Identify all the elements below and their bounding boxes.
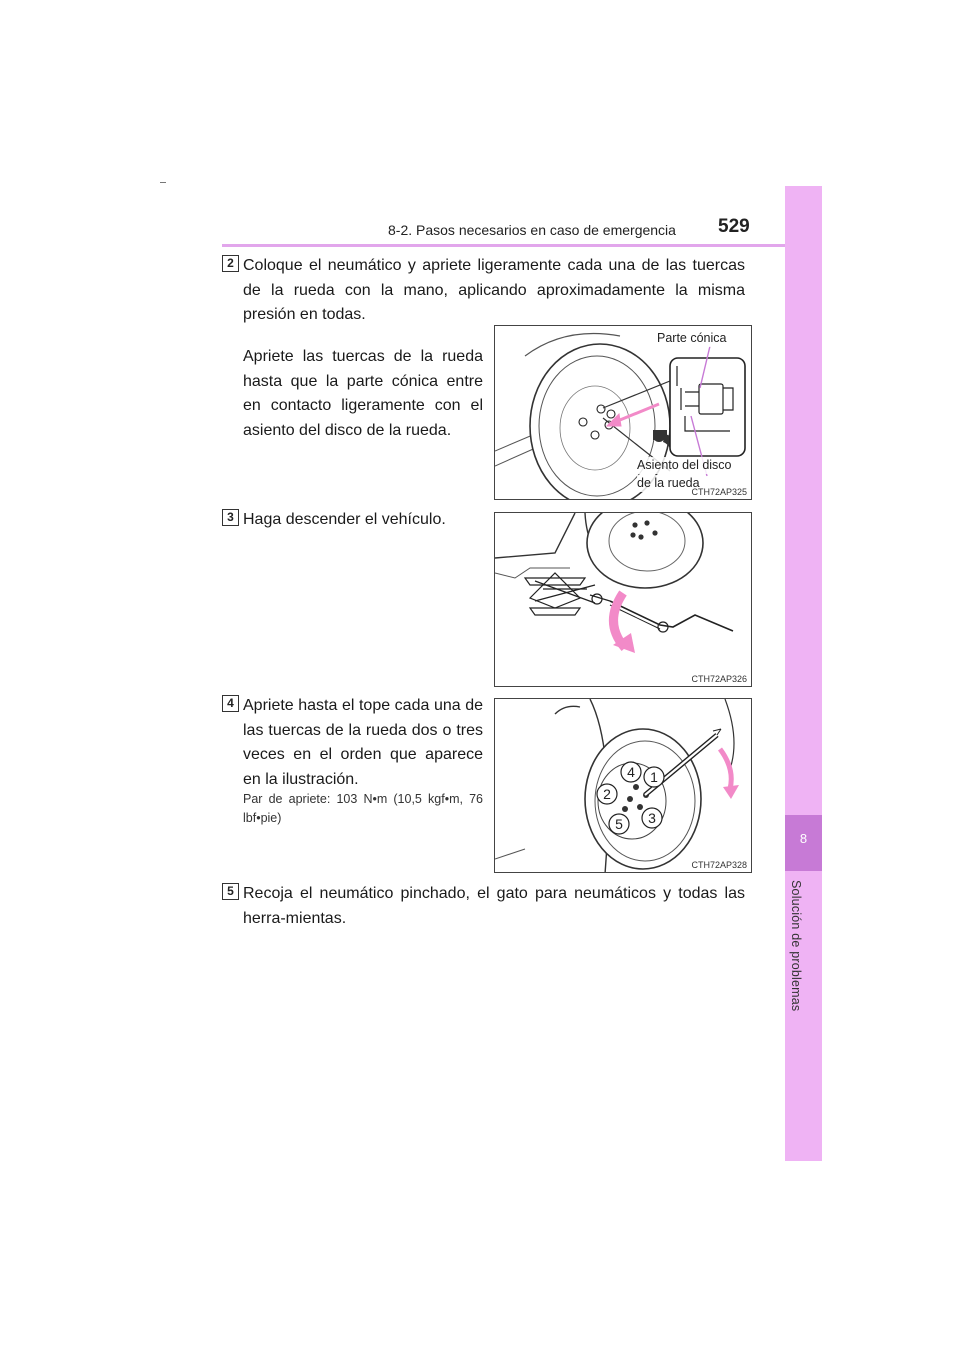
step-number-5: 5 [222, 883, 239, 900]
chapter-title: Solución de problemas [789, 880, 803, 1012]
step-5-text: Recoja el neumático pinchado, el gato para neumáticos y todas las herra-mientas. [243, 885, 745, 927]
label-parte-conica: Parte cónica [657, 331, 727, 345]
tightening-order-1: 1 [650, 769, 658, 785]
step-4-text: Apriete hasta el tope cada una de las tuercas de la rueda dos o tres veces en el orden que aparece en la ilustración. [243, 697, 483, 788]
step-3-text: Haga descender el vehículo. [243, 511, 446, 528]
section-title: 8-2. Pasos necesarios en caso de emergencia [388, 222, 676, 238]
step-number-2: 2 [222, 255, 239, 272]
tightening-order-2: 2 [603, 786, 611, 802]
chapter-side-tab[interactable] [785, 186, 822, 1161]
figure-code: CTH72AP326 [691, 674, 747, 684]
figure-code: CTH72AP325 [691, 487, 747, 497]
jack-lowering-illustration [495, 513, 752, 687]
figure-tightening-order [494, 698, 752, 873]
step-4-torque-note: Par de apriete: 103 N•m (10,5 kgf•m, 76 lbf•pie) [243, 792, 483, 825]
step-2-text: Coloque el neumático y apriete ligeramente cada una de las tuercas de la rueda con la mano, aplicando aproximadamente la misma presión en todas. [243, 257, 745, 323]
chapter-number: 8 [799, 831, 808, 846]
tightening-order-4: 4 [627, 764, 635, 780]
label-asiento-disco-2: de la rueda [637, 476, 700, 490]
step-number-3: 3 [222, 509, 239, 526]
tightening-order-5: 5 [615, 816, 623, 832]
figure-lower-vehicle [494, 512, 752, 687]
header-rule [222, 244, 822, 247]
tightening-order-illustration [495, 699, 752, 873]
page-number: 529 [718, 216, 750, 237]
step-number-4: 4 [222, 695, 239, 712]
header-dash [160, 182, 166, 183]
step-2-subtext: Apriete las tuercas de la rueda hasta que la parte cónica entre en contacto ligeramente con el asiento del disco de la rueda. [243, 348, 483, 439]
figure-code: CTH72AP328 [691, 860, 747, 870]
figure-wheel-nut-seat [494, 325, 752, 500]
tightening-order-3: 3 [648, 810, 656, 826]
label-asiento-disco-1: Asiento del disco [637, 458, 732, 472]
